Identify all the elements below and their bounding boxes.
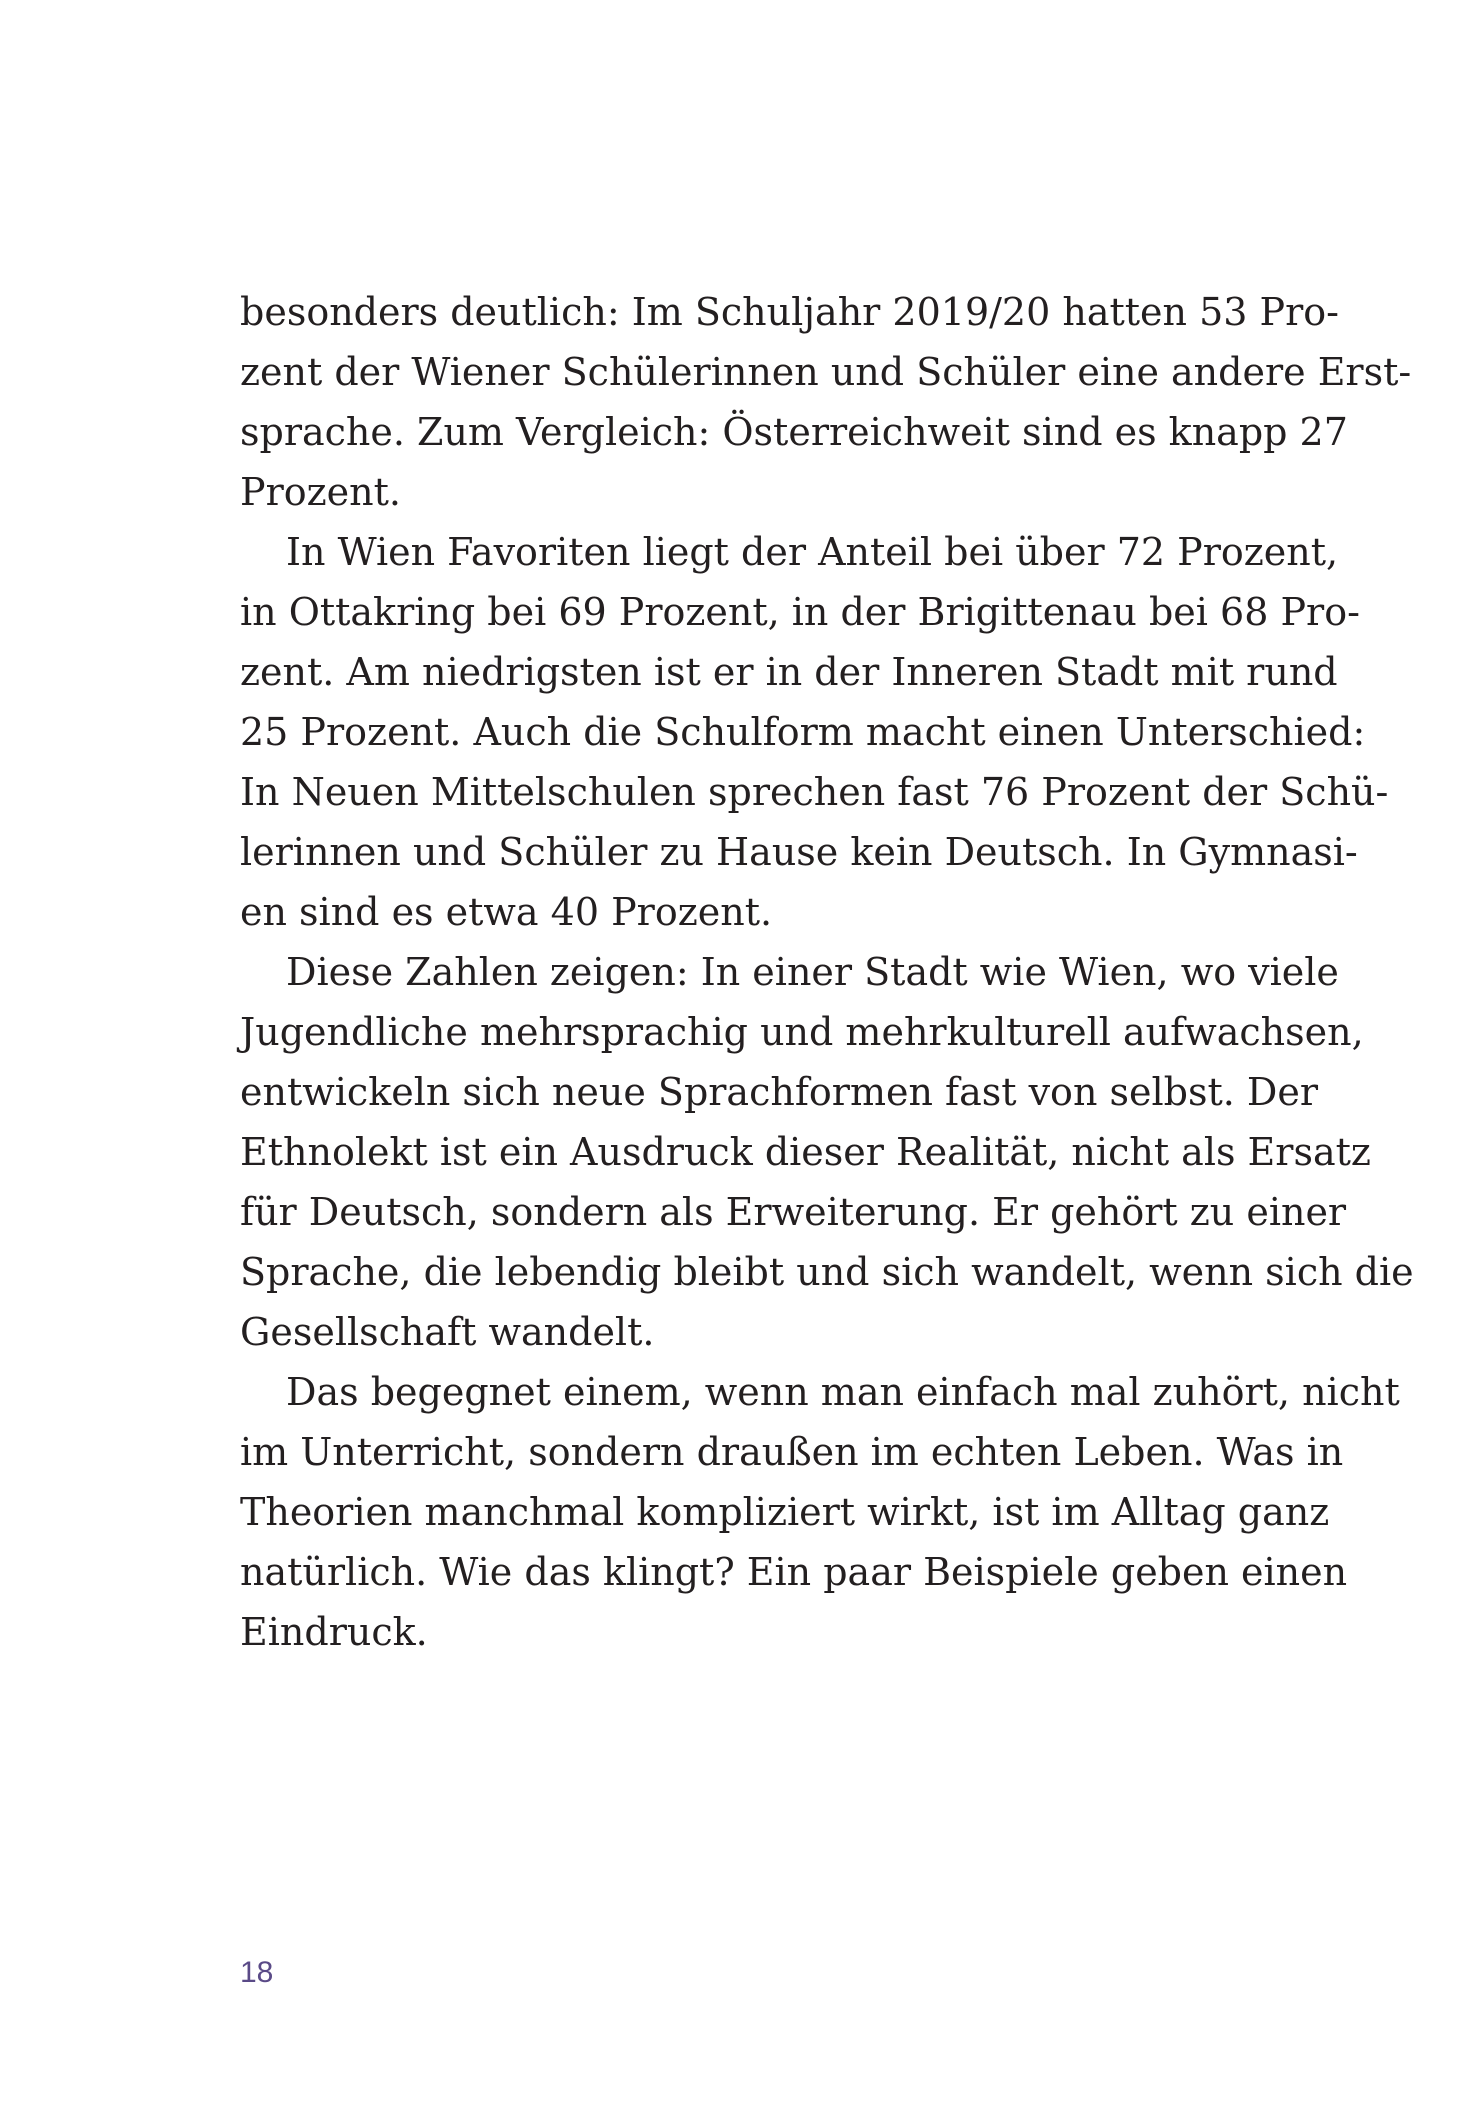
paragraph	[240, 522, 1389, 942]
paragraph	[240, 1362, 1400, 1662]
text-line: In Neuen Mittelschulen sprechen fast 76 Prozent der Schü-	[240, 770, 1389, 814]
text-line: Sprache, die lebendig bleibt und sich wandelt, wenn sich die	[240, 1250, 1414, 1294]
text-line: Ethnolekt ist ein Ausdruck dieser Realität, nicht als Ersatz	[240, 1130, 1371, 1174]
text-line: Diese Zahlen zeigen: In einer Stadt wie Wien, wo viele	[286, 950, 1339, 994]
text-line: en sind es etwa 40 Prozent.	[240, 890, 773, 934]
text-line: Prozent.	[240, 470, 401, 514]
text-line: für Deutsch, sondern als Erweiterung. Er gehört zu einer	[240, 1190, 1347, 1234]
text-line: In Wien Favoriten liegt der Anteil bei über 72 Prozent,	[286, 530, 1339, 574]
text-line: zent. Am niedrigsten ist er in der Inneren Stadt mit rund	[240, 650, 1338, 694]
text-line: Jugendliche mehrsprachig und mehrkulturell aufwachsen,	[240, 1010, 1364, 1054]
text-line: Gesellschaft wandelt.	[240, 1310, 655, 1354]
text-line: 25 Prozent. Auch die Schulform macht einen Unterschied:	[240, 710, 1366, 754]
text-line: entwickeln sich neue Sprachformen fast von selbst. Der	[240, 1070, 1319, 1114]
paragraph	[240, 942, 1414, 1362]
text-line: lerinnen und Schüler zu Hause kein Deutsch. In Gymnasi-	[240, 830, 1358, 874]
text-line: besonders deutlich: Im Schuljahr 2019/20 hatten 53 Pro-	[240, 290, 1339, 334]
text-line: Eindruck.	[240, 1610, 428, 1654]
paragraph	[240, 282, 1412, 522]
text-line: natürlich. Wie das klingt? Ein paar Beispiele geben einen	[240, 1550, 1348, 1594]
text-line: Theorien manchmal kompliziert wirkt, ist im Alltag ganz	[240, 1490, 1330, 1534]
text-line: zent der Wiener Schülerinnen und Schüler eine andere Erst-	[240, 350, 1412, 394]
page-number: 18	[240, 1956, 274, 1989]
text-line: im Unterricht, sondern draußen im echten Leben. Was in	[240, 1430, 1344, 1474]
text-line: sprache. Zum Vergleich: Österreichweit sind es knapp 27	[240, 410, 1348, 454]
text-line: in Ottakring bei 69 Prozent, in der Brigittenau bei 68 Pro-	[240, 590, 1360, 634]
text-line: Das begegnet einem, wenn man einfach mal zuhört, nicht	[286, 1370, 1400, 1414]
body-text	[240, 282, 1414, 1662]
